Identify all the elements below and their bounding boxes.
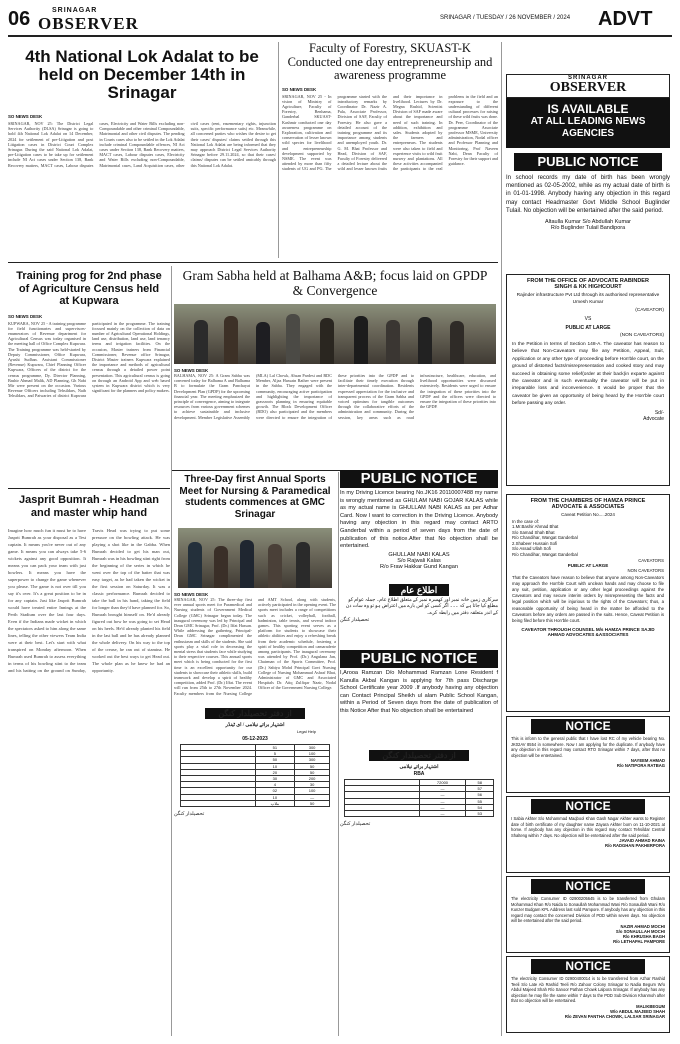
headline: Jasprit Bumrah - Headman and master whip hand [19, 494, 159, 519]
small-notice-body: I Sabia Akhter S/o Mohammad Maqbool Khan Gash Nagar Akhter wants to Register date of birth certificate of my daughter name Zayara Akhter born on 11-10-2021 at home. If anybody has any objection in this regard may contact Tehsildar Central Shalteng within 7 days. No objection will be entertained after the said period. [511, 816, 665, 838]
table-cell: — [419, 810, 466, 816]
byline: SO NEWS DESK [174, 592, 209, 597]
row-rule-2 [8, 488, 170, 489]
table-cell: 72000 [419, 780, 466, 786]
small-notice-title: NOTICE [531, 959, 645, 974]
table-cell [345, 810, 420, 816]
small-notice-signature: R/o RADGHAN PAKHERPORA [605, 843, 665, 849]
ad-line1: IS AVAILABLE [547, 102, 629, 116]
small-notices-column [506, 716, 670, 1036]
table-cell: 50 [295, 800, 330, 806]
table-cell: 100 [295, 788, 330, 794]
page-number: 06 [8, 8, 31, 30]
table-cell [181, 800, 256, 806]
table-cell: — [419, 786, 466, 792]
article-body: KUPWARA, NOV 25 - A training programme for field functionaries and supervisors-enumerators of Revenue department for Agricultural Census was today organised in the meeting hall of Office Complex Kupwara. The Training programme was held-started by Deputy Commissioner, Office Kupwara, Ayushi Sudhan. Assistant Commissioner (Revenue) Kupwara, Chief Planning Officer Kupwara, Officers of the district for the census programme, Dy. Director Planning, Bashir Ahmad Malik, AD Planning, Gh Nabi Mir were present on the occasion. Various Revenue Officers including Tehsildars, Naib Tehsildars, and Patwaries of district Kupwara participated in the programme. The training focused mainly on the collection of data on number of Agricultural Operational Holdings, land use, distribution, land use, land tenancy terms and irrigation facilities. On the occasion, Master trainers from Financial Commissioner, Revenue office Srinagar, District Master trainers Kupwara explained the importance and methods of agricultural census through a detailed power point presentation. This agricultural census is going on through an Android App and web based system in Kupwara district which is very significant for the planners and policy makers. [8, 320, 170, 399]
petition-header1: FROM THE OFFICE OF ADVOCATE RABINDER [527, 278, 649, 284]
article-body: SRINAGAR, NOV 25: The District Legal Services Authority (DLSA) Srinagar is going to hold 4th National Lok Adalat on 14 December, 2024 for settlement of pre-Litigation and post Litigation cases in District Court Complex Srinagar. During the said National Lok Adalat, pre-Litigation cases to be take up for settlement include NI Act cases under Section 138, Bank Recovery matters, MACT cases, Labour disputes cases, Electricity and Water Bills excluding non-Compoundable and other criminal Compoundable, Matrimonial and other civil disputes. The pending in Courts cases also to be settled in the Lok Adalat include criminal Compoundable offences, NI Act cases under Section 138, Bank Recovery matters, MACT cases, Labour disputes cases, Electricity and Water Bills excluding non-Compoundable, Matrimonial cases, Land Acquisition cases, other civil cases (rent, easementary rights, injunction suits, specific performance suits) etc. Meanwhile, all concerned parties who wishes the desire to get their cases/ disputes/ claims settled through this National Lok Adalat are being informed that they may approach District Legal Services Authority Srinagar before 29.11.2024, so that their cases/ claims/ disputes can be settled amicably through this National Lok Adalat. [8, 121, 276, 168]
caveat-matter: In the case of: [512, 519, 539, 524]
notice-sign2: S/o Rajwali Kalas [397, 557, 441, 564]
table-cell: 51 [255, 745, 295, 751]
table-cell: 02 [255, 788, 295, 794]
notice-body: In school records my date of birth has been wrongly mentioned as 02-05-2002, while as my actual date of birth is in 01-01-1998. Anybody having any objection in this regard may contact Headmaster Govt Middle School Buglinder Tulail. No objection will be entertained after the said period. [506, 175, 670, 214]
petition-sign2: Advocate [643, 415, 664, 422]
article-forestry [282, 42, 498, 260]
article-lok-adalat [8, 40, 276, 258]
table-cell: 57 [466, 786, 494, 792]
caveat-parties [512, 524, 664, 558]
caveat-party-line: S/o Assad Ullah Sofi [512, 546, 551, 552]
caveat-footer1: CAVEATOR THROUGH COUNSEL M/s HAMZA PRINCE SAJID [521, 627, 655, 633]
table-cell: 5 [255, 751, 295, 757]
petition-party2: PUBLIC AT LARGE [565, 325, 611, 331]
small-notice-signature: R/o NATIPORA RATBAG [616, 763, 665, 769]
article-body: SRINAGAR, NOV 25 - In vision of Ministry of Agriculture, Faculty of Forestry, Benhama, Ganderbal SKUAST-Kashmir conducted one day awareness programme on Exploration, cultivation and conservation of lesser known wild species for livelihood and entrepreneurship development supported by NSME. The event was attended by more than fifty students of UG and PG. The programme started with the introductory remarks by Coordinator Dr. Nazir A. Pala, Associate Professor, Division of SAF, Faculty of Forestry. He also gave a detailed account of the training programme and its importance among students and unemployed youth. Dr. G. M. Bhat Professor and Head, Division of SAF, Faculty of Forestry delivered a detailed lecture about the wild and lesser known fruits and their importance in livelihood. Lectures by Dr. Megna Rashid, Scientist Division of SAF made aware about the importance and need of such training. In addition, exhibition and sales. Students adopted by the farmers and entrepreneurs. The students were also taken to field and experience visits to wild fruit nursery and plantations. All these activities accompanied the participants to the real problems in the field and an exposure to the understanding of different cultural processes for raising of these wild fruits was done. Dr. Peer, Coordinator of the programme Associate professor MSME, University administration, Nodal officer and Professor Planning and Monitoring, Prof Naveen Nabi, Dean Faculty of Forestry for their support and guidance. [282, 93, 498, 172]
small-notice [506, 796, 670, 873]
dateline: SRINAGAR / TUESDAY / 26 NOVEMBER / 2024 [440, 15, 571, 21]
tender2-table [344, 779, 494, 817]
tender1-table [180, 744, 330, 807]
divider [171, 266, 172, 1036]
petition-sign: Sd/- [654, 409, 664, 416]
headline: Training prog for 2nd phase of Agriculture Census held at Kupwara [16, 270, 162, 307]
table-cell: 55 [466, 798, 494, 804]
table-cell: 50 [255, 757, 295, 763]
byline: SO NEWS DESK [282, 86, 317, 92]
notice-dob [506, 153, 670, 271]
petition-party1: Rajinder infrastructure Pvt Ltd through its authorised representative Umesh Kumar [516, 293, 660, 305]
small-notice-signature: R/o ZEVAN PANTHA CHOWK, LALSAR SRINAGAR [564, 1013, 665, 1019]
petition-body: In the Petition in terms of Section 148-A. The caveator has reason to believe that Non-Caveators may file any Petition, Appeal, Suit, Application or any other type of proceeding before Hon'ble court, on the ground of distorted facts/misrepresentation and cooked story and may succeed in obtaining some relief(order at their back)in exparte against the caveator and in such eventuality the caveator will be put in irreparable loss and inconvenience. It would be proper that the caveator be given an opportunity of being heard by the Hon'ble court before passing any order. [512, 342, 664, 407]
small-notice-body: The electricity Consumer ID 02900400014 is to be transferred from Azhar Rashid Teeli S/o Late Ab Rashid Teeli R/o Zahoor Colony Srinagar to Nadia Begum W/o Abdul Majeed Shah R/o Sanoor Pathan Chowk Lalpora Srinagar. If anybody has any objection he may file the same within 7 days to the PDD Sub Division Khanmoh after that no objection will be entertained. [511, 976, 665, 1004]
urdu-notice-sign: تحصیلدار کنگن [340, 618, 370, 624]
article-sports-meet [172, 474, 338, 704]
small-notice-signature: S/o SONAULLAH MOCHI [615, 928, 665, 934]
table-cell: 30 [295, 782, 330, 788]
small-notice-signature: NAYEEM AHMAD [630, 758, 665, 764]
table-cell: — [419, 804, 466, 810]
caveat-party-line: R/o Chandihar, Wangat Ganderbal [512, 551, 578, 557]
observer-ad [506, 74, 670, 150]
small-notice-signature: W/o ABDUL MAJEED SHAH [610, 1008, 665, 1014]
urdu-notice-title: اطلاع عام [389, 584, 449, 596]
caveat-petition-no: Caveat Petition No.....2024 [561, 512, 615, 517]
paper-small-name: SRINAGAR [52, 7, 98, 14]
headline: Faculty of Forestry, SKUAST-K Conducted one day entrepreneurship and awareness programme [287, 41, 493, 82]
notice-title: PUBLIC NOTICE [340, 650, 498, 668]
article-body: BALHAMA, NOV 25: A Gram Sabha was convened today for Balhama A and Balhama B to formulate the Gram Panchayat Development Plan (GPDP) for the upcoming financial year. The meeting emphasized the principle of convergence, aiming to integrate resources from various government schemes to achieve sustainable and inclusive development. Member Legislative Assembly (MLA) Lal Chowk, Ahsan Pardesi and BDC Member, Aljaz Hussain Rather were present in the Sabha. They engaged with the community, encouraging active participation and highlighting the importance of grassroots planning in ensuring equitable growth. The Block Development Officer (BDO) also participated and the members were directed to ensure the integration of these priorities into the GPDP and to facilitate their timely execution through inter-departmental coordination. Residents expressed appreciation for the inclusive and transparent process of the Gram Sabha and voiced optimism for tangible outcomes through the collaborative efforts of the administration and community. During the session, key areas such as road infrastructure, healthcare, education, and livelihood opportunities were discussed extensively. Residents were urged to ensure the integration of these priorities into the GPDP and the officers were directed to ensure the integration of these priorities into the GPDP. [174, 373, 496, 420]
table-cell: ملاپ [255, 800, 295, 806]
headline: 4th National Lok Adalat to be held on December 14th in Srinagar [25, 47, 259, 102]
petition-vs: VS [584, 316, 592, 322]
tender2-sign: تحصیلدار کنگن [340, 822, 371, 828]
small-notice-title: NOTICE [531, 799, 645, 814]
caveat-header1: FROM THE CHAMBERS OF HAMZA PRINCE [530, 498, 646, 504]
article-body: SRINAGAR, NOV 25: The three-day first ever annual sports meet for Paramedical and Nursing students of Government Medical College (GMC) Srinagar began today. The inaugural ceremony was led by Principal and Dean GMC Srinagar, Prof. (Dr.) Iffat Hassan. While addressing the gathering, Principal-Dean GMC Srinagar complimented the enthusiasm and skills of the students. She said sports play a vital role in decreasing the mental stress that students face while studying to their respective courses. This annual sports meet which is being conducted for the first time is an excellent opportunity for our students to showcase their athletic skills, build teamwork and develop a spirit of healthy competition, added Prof. (Dr.) Iffat. The event will run from 25th to 27th November 2024. Faculty members from the Nursing College and AMT School, along with students, actively participated in the opening event. The sports meet includes a range of competitions such as cricket, volleyball, football, badminton, table tennis, and several indoor games. This sporting event serves as a platform for students to showcase their athletic abilities and enjoy a refreshing break from their academic schedule, fostering a spirit of healthy competition and camaraderie among participants. The inaugural ceremony was attended by Prof. (Dr.) Angulana Jan, Chairman of the Sports Committee, Prof. (Dr.) Sabiya Mohd Principal Govt Nursing College of Nursing Mohammad Ashraf Bhat, Administrator of GMC and Associated Hospitals Dr. Atiq Zulfiqar Nazir, Nodal Officer of the Government Nursing College. [174, 597, 336, 696]
small-notice-title: NOTICE [531, 719, 645, 734]
table-cell: — [295, 794, 330, 800]
urdu-notice-text: سرکاری زمین خانہ نمبر اور کھسرہ نمبر کے متعلق اطلاع عام۔ جملہ عوام کو مطلع کیا جاتا ہے کہ ۔۔۔ اگر کسی کو اس بارے میں اعتراض ہو تو وہ سات دن کے اندر متعلقہ دفتر میں رابطہ کرے۔ [345, 598, 498, 616]
article-bumrah [8, 492, 170, 1036]
divider [278, 42, 279, 258]
caveat-role1: CAVEATORS [638, 557, 664, 563]
paper-big-name: OBSERVER [38, 14, 139, 33]
ad-line2: AT ALL LEADING NEWS [530, 116, 646, 127]
notice-name-correction [340, 470, 498, 582]
tender1-sign: تحصیلدار کنگن [174, 811, 205, 817]
urdu-tender-1 [174, 708, 336, 1036]
petition-role1: (CAVEATOR) [635, 308, 664, 313]
notice-body: In my Driving Licence bearing No.JK16 20110007488 my name is wrongly mentioned as GHULAM NABI GOJAR KALAS while as my actual name is GHULLAM NABI KALAS as per Adhar Card. Now I want to correction in the Driving Licence. Anybody having any objection in this regard may contact ARTO Ganderbal within a period of seven days from the date of publication of this notice.After that No objection shall be entertained. [340, 490, 498, 550]
table-row [181, 800, 330, 806]
small-notice-body: This is inform to the general public that I have lost RC of my vehicle bearing No. JK02AV 8554 in somewhere. Now I am applying for the duplicate. If anybody have any objection in this regard may contact RTO Srinagar within 7 days, after that no objection will be entertained. [511, 736, 665, 758]
caveat-party-line: 2.Shabeer Hussain Sofi [512, 540, 558, 546]
tender1-title: از دفتر تحصیلدار کنگن [205, 708, 305, 719]
legal-help-label: Legal Help [296, 729, 316, 734]
table-cell: 300 [295, 745, 330, 751]
table-cell: — [419, 798, 466, 804]
byline: SO NEWS DESK [8, 114, 43, 119]
section-label: ADVT [598, 8, 653, 30]
tender1-subtitle: اشتہار برائے نیلامی / ای ٹینڈر [225, 723, 285, 728]
table-cell: 4 [255, 782, 295, 788]
notice-certificate [340, 650, 498, 748]
caveat-footer2: AHMAD ADVOCATES &ASSOCIATES [547, 632, 629, 638]
gram-sabha-photo [174, 304, 496, 364]
notice-title: PUBLIC NOTICE [514, 153, 662, 171]
byline: SO NEWS DESK [8, 313, 43, 319]
table-cell: 200 [295, 775, 330, 781]
table-cell: 10 [255, 763, 295, 769]
header-rule [8, 35, 672, 37]
caveat-party-line: R/o Chandihar, Wangat Ganderbal [512, 535, 578, 541]
table-cell: 50 [295, 769, 330, 775]
notice-sign1: Altaulla Kumar S/o Abdullah Kumar [545, 219, 631, 226]
small-notice-signature: MALIKBEGUM [636, 1003, 665, 1009]
headline: Three-Day first Annual Sports Meet for Nursing & Paramedical students commences at GMC Srinagar [179, 474, 331, 520]
article-body: Imagine how much fun it must be to have Jasprit Bumrah as your disposal as a Test captain. It means you're never out of any game. It means you can always take 5-6 wickets against any good opposition. It means you can pack your team with just bowlers. It means you have the superpower to change the game whenever you please. The game is not over till you say it's over. It's a great position to be in for any captain. Just like Jasprit Bumrah would have treated entire Innings at the Perth Stadium over the last four days. Even if the Indians made wicket in which the spectators asked to him along the same lines, telling the other viewers Team India were at their best. Let's start with what transpired on Monday afternoon. When Bumrah used Bumrah to assess everything in terms of his bowling stint to the team and his batting on the ground on Sunday, Travis Head was trying to put some pressure on the bowling attack. He was playing a shot like in the Gabba. When Bumrah decided to get his man out, Bumrah was in his bowling stint right from the beginning of the series in which he went over the top of the batter that was easy target, as he had taken the wicket in the first session on Saturday. It was a classic performance. Bumrah decided to take the ball in his hand, taking the field for longer than they'd have planned for. So, Bumrah brought himself on. He'd already figured out how he was going to set Head on his heels. He'd already planted his field in the last ball and he has already planned the whole delivery. On his way to the top of the crease, he ran out of stamina. He worked out the best ways to get Head out. The whole plan as he knew he had an opportunity. [8, 528, 170, 673]
petition-header2: SINGH & KK HIGHCOURT [554, 284, 622, 290]
table-cell: 20 [255, 769, 295, 775]
petition-role2: (NON CAVEATORS) [620, 333, 664, 338]
small-notice [506, 716, 670, 793]
ad-paper-big: OBSERVER [549, 80, 627, 95]
headline: Gram Sabha held at Balhama A&B; focus laid on GPDP & Convergence [182, 268, 488, 298]
caveat-party-line: 1.Mr.Bashir Ahmad Bhat [512, 524, 559, 529]
court-caveat-2 [506, 494, 670, 712]
article-gram-sabha [172, 266, 498, 466]
notice-sign1: GHULLAM NABI KALAS [388, 551, 450, 558]
table-cell: 100 [295, 751, 330, 757]
table-cell: 10 [255, 794, 295, 800]
small-notice-signature: NAZIR AHMAD MOCHI [620, 923, 665, 929]
caveat-party2: PUBLIC AT LARGE [567, 562, 609, 568]
table-cell: — [419, 792, 466, 798]
table-cell: 30 [255, 775, 295, 781]
divider [338, 472, 339, 1036]
row-rule [8, 262, 498, 263]
tender1-date: 05-12-2023 [242, 736, 268, 742]
table-cell: 58 [466, 780, 494, 786]
small-notice [506, 876, 670, 953]
notice-title: PUBLIC NOTICE [340, 470, 498, 488]
table-cell: 56 [466, 792, 494, 798]
caveat-header2: ADVOCATE & ASSOCIATES [551, 504, 625, 510]
tender2-title: از دفتر تحصیلدار کنگن [369, 750, 469, 761]
urdu-notice [340, 584, 498, 646]
page-header [8, 6, 672, 36]
caveat-role2: NON CAVEATORS [627, 567, 664, 573]
small-notice-signature: JAVAID AHMAD RAINA [619, 838, 665, 844]
byline: SO NEWS DESK [174, 368, 209, 373]
article-training [8, 266, 170, 488]
sports-meet-photo [178, 528, 332, 588]
ad-line3: AGENCIES [561, 128, 615, 139]
small-notice-body: The electricity Consumer ID 02900205645 is to be transferred from Ghulam Mohammad Khan R/o Naida to Sonaullah Mohammad Wani R/o Sonaullah Wani R/o Kunzer Budgam KPL Address last sold Pampore. If anybody has any objection in this regard may contact the concerned Division of PDD within seven days. No objection will be entertained after the said period. [511, 896, 665, 924]
tender2-code: RBA [413, 771, 425, 777]
caveat-body: That the Caveators have reason to believe that anyone among Non-Caveators may approach the Hon'ble Court with unclean hands and may choose to file any suit, petition, application or any other legal proceedings against the Caveators and may secure interim orders by misrepresenting the facts and legal position which will be injurious to the rights of the Caveators; thus, a reasonable opportunity of being heard in the matter be afforded to the Caveators before any orders are passed in the suits. Hence, Caveat Petition is being filed before this Hon'ble court. [512, 574, 664, 623]
notice-body: I,Arooa Ramzan D/o Mohammad Ramzan Lone Resident f Kanulla Akbal Kangan is applying for 7th pass Discharge School Certificate year 2009 .If anybody having any objection can Contact Principal Sheikh ul alam Public School Kangan, within a Period of Seven days from the date of publication of this Notice After that No objection shall be entertained [340, 670, 498, 714]
table-cell: 50 [295, 763, 330, 769]
ad-paper-small: SRINAGAR [567, 75, 608, 81]
table-row [345, 810, 494, 816]
small-notice-signature: R/o KHRUSHA BAGH [622, 933, 665, 939]
court-petition [506, 274, 670, 486]
tender2-subtitle: اشتہار برائے نیلامی [399, 765, 439, 770]
caveat-party-line: S/o Samad Shah Bhat [512, 529, 555, 535]
table-cell: 54 [466, 804, 494, 810]
small-notice [506, 956, 670, 1033]
notice-sign2: R/o Buglinder Tulail Bandipora [550, 225, 626, 232]
divider [501, 42, 502, 1036]
notice-sign3: R/o Fraw Hakkar Gund Kangan [379, 563, 459, 570]
urdu-tender-2 [340, 750, 498, 1036]
small-notice-title: NOTICE [531, 879, 645, 894]
table-cell: 53 [466, 810, 494, 816]
small-notice-signature: R/o LETHAPAL PAMPORE [613, 938, 665, 944]
table-cell: 300 [295, 757, 330, 763]
